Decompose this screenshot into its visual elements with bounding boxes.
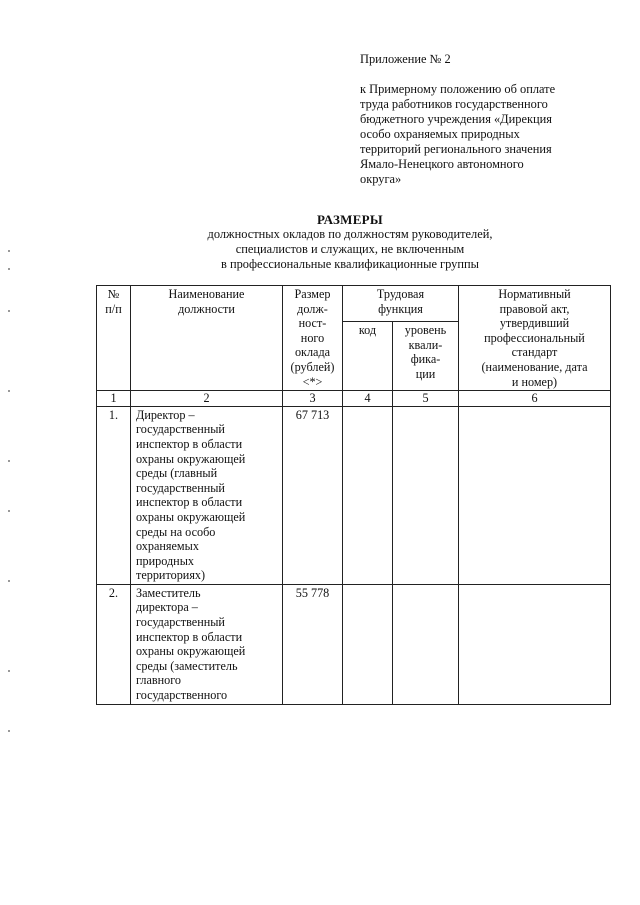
appendix-line: округа» (360, 172, 402, 186)
title-heading: РАЗМЕРЫ (317, 212, 383, 227)
appendix-line: к Примерному положению об оплате (360, 82, 556, 96)
row-position: Заместитель директора – государственный инспектор в области охраны окружающей среды (заместитель главного государственного (131, 584, 283, 704)
appendix-number: Приложение № 2 (360, 52, 451, 66)
column-number: 3 (283, 391, 343, 407)
appendix-line: Ямало-Ненецкого автономного (360, 157, 524, 171)
row-code (343, 584, 393, 704)
document-title (150, 212, 550, 272)
row-normative (459, 406, 611, 584)
row-level (393, 584, 459, 704)
header-salary: Размер долж- ност- ного оклада (рублей) <*> (283, 286, 343, 391)
appendix-note (360, 52, 620, 187)
column-number: 1 (97, 391, 131, 407)
row-normative (459, 584, 611, 704)
header-labor-function: Трудовая функция (343, 286, 459, 322)
row-level (393, 406, 459, 584)
header-row (97, 286, 611, 322)
row-num: 2. (97, 584, 131, 704)
column-number-row (97, 391, 611, 407)
header-code: код (343, 322, 393, 391)
salary-table (96, 285, 611, 705)
row-salary: 55 778 (283, 584, 343, 704)
header-position: Наименование должности (131, 286, 283, 391)
column-number: 4 (343, 391, 393, 407)
column-number: 2 (131, 391, 283, 407)
title-line: должностных окладов по должностям руководителей, (207, 227, 493, 241)
row-salary: 67 713 (283, 406, 343, 584)
header-normative: Нормативный правовой акт, утвердивший профессиональный стандарт (наименование, дата и номер) (459, 286, 611, 391)
row-num: 1. (97, 406, 131, 584)
column-number: 6 (459, 391, 611, 407)
appendix-line: труда работников государственного (360, 97, 548, 111)
header-level: уровень квали- фика- ции (393, 322, 459, 391)
scan-margin-marks (8, 250, 12, 770)
title-line: в профессиональные квалификационные группы (221, 257, 479, 271)
appendix-line: особо охраняемых природных (360, 127, 520, 141)
header-num: № п/п (97, 286, 131, 391)
row-position: Директор – государственный инспектор в области охраны окружающей среды (главный государственный инспектор в области охраны окружающей среды на особо охраняемых природных территориях) (131, 406, 283, 584)
title-line: специалистов и служащих, не включенным (235, 242, 465, 256)
table-row (97, 406, 611, 584)
row-code (343, 406, 393, 584)
appendix-line: территорий регионального значения (360, 142, 552, 156)
appendix-line: бюджетного учреждения «Дирекция (360, 112, 552, 126)
table-row (97, 584, 611, 704)
column-number: 5 (393, 391, 459, 407)
